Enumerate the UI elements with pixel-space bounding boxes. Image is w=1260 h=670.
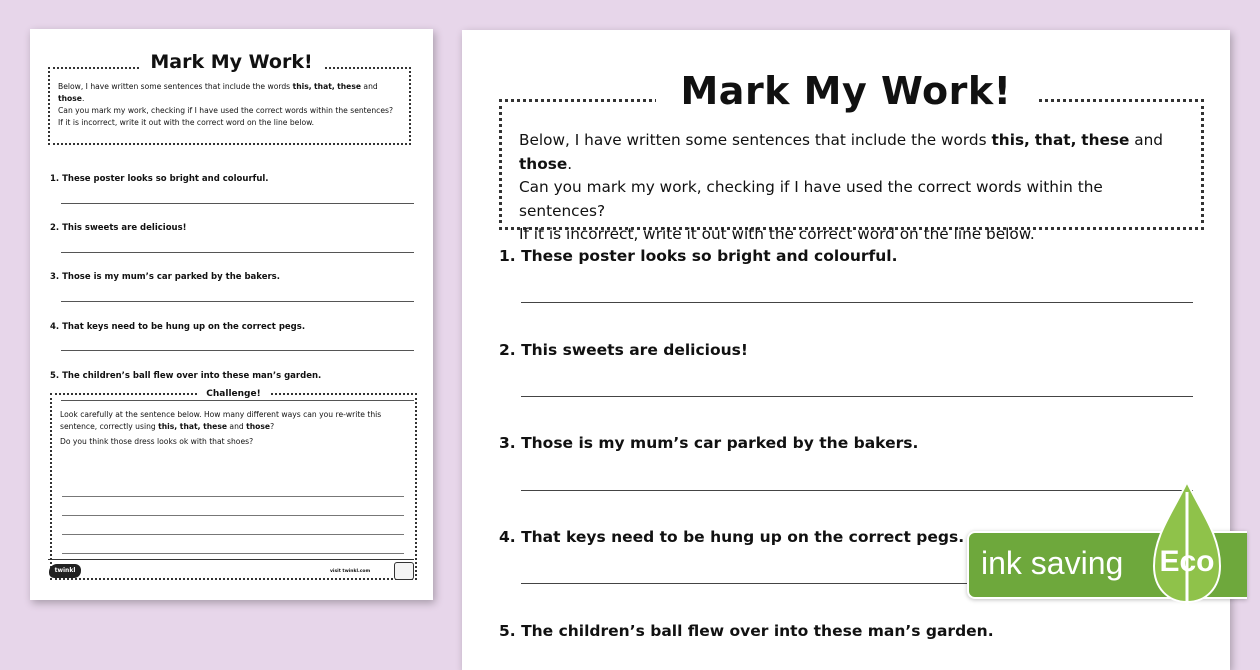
intro-word: those bbox=[519, 154, 568, 173]
thumb-footer-divider bbox=[48, 559, 414, 560]
answer-line-3[interactable] bbox=[521, 490, 1193, 491]
thumb-challenge-line[interactable] bbox=[62, 515, 404, 516]
intro-box bbox=[499, 99, 1204, 243]
thumb-intro-word: that, bbox=[314, 82, 335, 91]
question-5: 5. The children’s ball flew over into these man’s garden. bbox=[499, 622, 994, 640]
thumb-challenge-text: ? bbox=[270, 422, 275, 431]
thumb-intro-text: . bbox=[81, 94, 85, 103]
ink-saving-label: ink saving bbox=[981, 545, 1124, 581]
thumb-challenge-word: those bbox=[246, 422, 271, 431]
thumb-answer-line[interactable] bbox=[61, 301, 414, 302]
intro-word: that, bbox=[1034, 131, 1077, 149]
thumb-answer-line[interactable] bbox=[61, 203, 414, 204]
answer-line-1[interactable] bbox=[521, 302, 1193, 303]
thumb-challenge-sentence: Do you think those dress looks ok with that shoes? bbox=[60, 437, 254, 446]
eco-label: Eco bbox=[1159, 545, 1215, 578]
page-title: Mark My Work! bbox=[462, 69, 1230, 113]
intro-text: Below, I have written some sentences that include the words bbox=[519, 131, 987, 149]
thumb-intro-text: If it is incorrect, write it out with the correct word on the line below. bbox=[58, 118, 315, 127]
thumb-intro-text: and bbox=[363, 82, 378, 91]
thumb-question: 1. These poster looks so bright and colourful. bbox=[50, 174, 269, 184]
intro-text: If it is incorrect, write it out with the correct word on the line below. bbox=[519, 225, 1035, 243]
thumb-challenge-box bbox=[50, 389, 417, 580]
thumb-question: 5. The children’s ball flew over into these man’s garden. bbox=[50, 371, 322, 381]
eco-leaf-icon bbox=[1152, 480, 1222, 620]
thumb-title: Mark My Work! bbox=[30, 51, 433, 73]
thumb-footer-badge-icon bbox=[394, 562, 414, 580]
thumb-answer-line[interactable] bbox=[61, 350, 414, 351]
thumb-intro-word: those bbox=[58, 94, 82, 103]
thumb-answer-line[interactable] bbox=[61, 252, 414, 253]
question-4: 4. That keys need to be hung up on the correct pegs. bbox=[499, 528, 965, 546]
thumb-challenge-word: this, that, these bbox=[158, 422, 227, 431]
thumb-intro-box bbox=[48, 67, 411, 145]
thumb-challenge-text: and bbox=[229, 422, 244, 431]
twinkl-logo: twinkl bbox=[49, 564, 81, 578]
thumb-challenge-line[interactable] bbox=[62, 496, 404, 497]
thumb-challenge-line[interactable] bbox=[62, 553, 404, 554]
thumb-intro-text: Can you mark my work, checking if I have used the correct words within the sentences? bbox=[58, 106, 393, 115]
intro-text: . bbox=[567, 154, 573, 173]
thumb-intro-text: Below, I have written some sentences that include the words bbox=[58, 82, 291, 91]
intro-text: and bbox=[1134, 131, 1163, 149]
thumb-intro-word: these bbox=[337, 82, 361, 91]
thumb-question: 4. That keys need to be hung up on the correct pegs. bbox=[50, 322, 306, 332]
thumb-footer-site: visit twinkl.com bbox=[330, 569, 371, 574]
thumb-question: 2. This sweets are delicious! bbox=[50, 223, 187, 233]
question-2: 2. This sweets are delicious! bbox=[499, 341, 748, 359]
thumb-challenge-line[interactable] bbox=[62, 534, 404, 535]
worksheet-thumbnail bbox=[30, 29, 433, 600]
intro-text: Can you mark my work, checking if I have used the correct words within the sentences? bbox=[519, 178, 1103, 220]
thumb-question: 3. Those is my mum’s car parked by the bakers. bbox=[50, 272, 280, 282]
answer-line-2[interactable] bbox=[521, 396, 1193, 397]
question-3: 3. Those is my mum’s car parked by the bakers. bbox=[499, 434, 919, 452]
intro-word: these bbox=[1081, 131, 1130, 149]
thumb-challenge-title: Challenge! bbox=[52, 388, 415, 400]
intro-word: this, bbox=[991, 131, 1030, 149]
question-1: 1. These poster looks so bright and colourful. bbox=[499, 247, 898, 265]
thumb-intro-word: this, bbox=[292, 82, 312, 91]
thumb-challenge-text: Look carefully at the sentence below. How many different ways can you re-write this sentence, correctly using bbox=[60, 410, 382, 431]
